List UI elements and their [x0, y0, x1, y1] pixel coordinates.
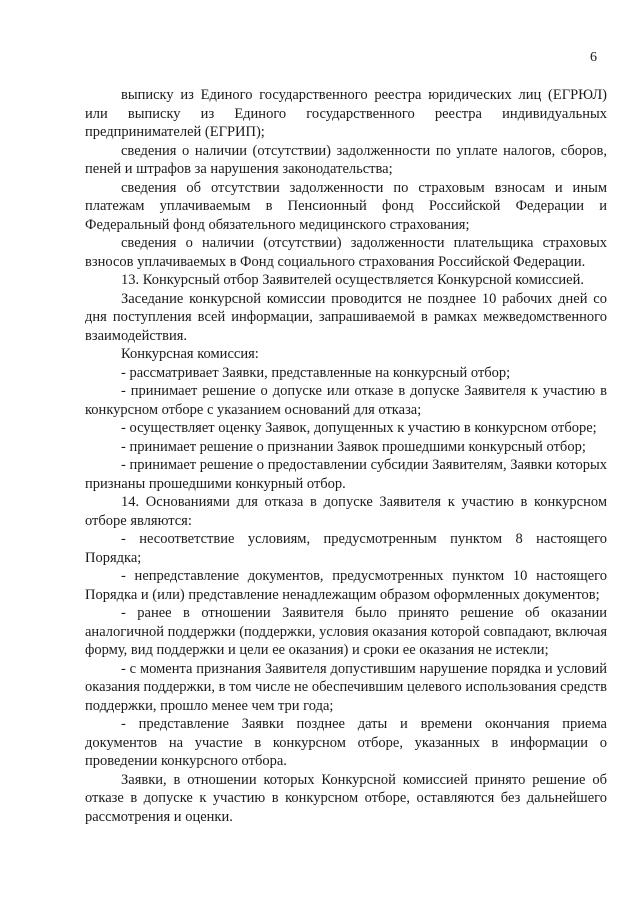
- list-item-missing-documents: - непредставление документов, предусмотренных пунктом 10 настоящего Порядка и (или) представление ненадлежащим образом оформленных документов;: [85, 568, 607, 603]
- paragraph-rejected-applications: Заявки, в отношении которых Конкурсной комиссией принято решение об отказе в допуске к участию в конкурсном отборе, оставляются без дальнейшего рассмотрения и оценки.: [85, 771, 607, 825]
- list-item-violation: - с момента признания Заявителя допустившим нарушение порядка и условий оказания поддержки, в том числе не обеспечившим целевого использования средств поддержки, прошло менее чем три года;: [85, 660, 607, 714]
- paragraph-commission-heading: Конкурсная комиссия:: [121, 346, 259, 362]
- document-body: [85, 86, 607, 826]
- list-item-late-submission: - представление Заявки позднее даты и времени окончания приема документов на участие в конкурсном отборе, указанных в информации о проведении конкурсного отбора.: [85, 716, 607, 769]
- list-item-subsidy-decision: - принимает решение о предоставлении субсидии Заявителям, Заявки которых признаны прошедшими конкурный отбор.: [85, 457, 607, 492]
- list-item-nonconformity: - несоответствие условиям, предусмотренным пунктом 8 настоящего Порядка;: [85, 531, 607, 566]
- list-item-admission-decision: - принимает решение о допуске или отказе в допуске Заявителя к участию в конкурсном отборе с указанием оснований для отказа;: [85, 383, 607, 418]
- paragraph-section-14: 14. Основаниями для отказа в допуске Заявителя к участию в конкурсном отборе являются:: [85, 494, 607, 529]
- paragraph-egrul: выписку из Единого государственного реестра юридических лиц (ЕГРЮЛ) или выписку из Единого государственного реестра индивидуальных предпринимателей (ЕГРИП);: [85, 87, 607, 140]
- list-item-passing-decision: - принимает решение о признании Заявок прошедшими конкурсный отбор;: [121, 438, 586, 455]
- paragraph-insurance-debt: сведения об отсутствии задолженности по страховым взносам и иным платежам уплачиваемым в Пенсионный фонд Российской Федерации и Федеральный фонд обязательного медицинского страхования;: [85, 179, 607, 233]
- list-item-prior-support: - ранее в отношении Заявителя было принято решение об оказании аналогичной поддержки (поддержки, условия оказания которой совпадают, включая форму, вид поддержки и цели ее оказания) и сроки ее оказания не истекли;: [85, 605, 607, 658]
- paragraph-social-insurance-debt: сведения о наличии (отсутствии) задолженности плательщика страховых взносов уплачиваемых в Фонд социального страхования Российской Федерации.: [85, 235, 607, 270]
- paragraph-section-13: 13. Конкурсный отбор Заявителей осуществляется Конкурсной комиссией.: [121, 272, 584, 288]
- list-item-evaluation: - осуществляет оценку Заявок, допущенных к участию в конкурсном отборе;: [121, 420, 597, 436]
- paragraph-commission-meeting: Заседание конкурсной комиссии проводится не позднее 10 рабочих дней со дня поступления всей информации, запрашиваемой в рамках межведомственного взаимодействия.: [85, 290, 607, 344]
- paragraph-tax-debt: сведения о наличии (отсутствии) задолженности по уплате налогов, сборов, пеней и штрафов за нарушения законодательства;: [85, 142, 607, 177]
- list-item-reviews-applications: - рассматривает Заявки, представленные на конкурсный отбор;: [121, 364, 511, 381]
- page-number: 6: [590, 50, 597, 65]
